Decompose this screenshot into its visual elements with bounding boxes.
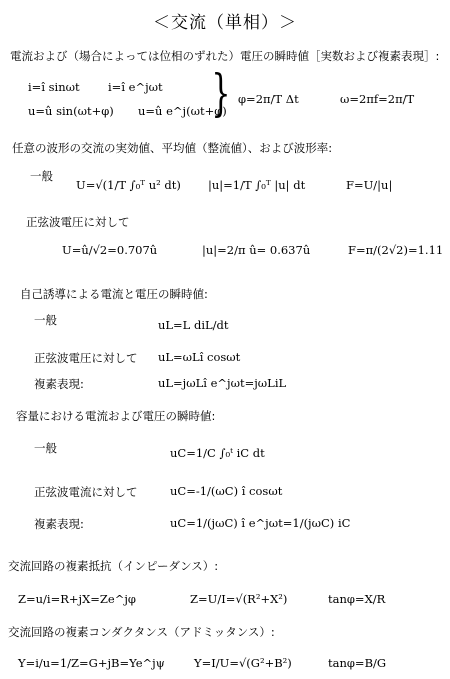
formula-inductor-general: uL=L diL/dt bbox=[158, 318, 229, 332]
formula-admittance: Y=i/u=1/Z=G+jB=Ye^jψ bbox=[18, 656, 165, 670]
sine-voltage-label: 正弦波電圧に対して bbox=[34, 351, 138, 365]
formula-admittance-magnitude: Y=I/U=√(G²+B²) bbox=[194, 656, 292, 670]
section-3-heading: 自己誘導による電流と電圧の瞬時値: bbox=[20, 287, 208, 301]
formula-form-factor-sine: F=π/(2√2)=1.11 bbox=[348, 243, 444, 257]
general-label: 一般 bbox=[34, 313, 57, 327]
section-5-heading: 交流回路の複素抵抗（インピーダンス）: bbox=[8, 559, 219, 573]
formula-u-real: u=û sin(ωt+φ) bbox=[28, 104, 114, 118]
formula-average-sine: |u|=2/π û= 0.637û bbox=[202, 243, 311, 257]
formula-admittance-angle: tanφ=B/G bbox=[328, 656, 387, 670]
sine-current-label: 正弦波電流に対して bbox=[34, 485, 138, 499]
formula-u-complex: u=û e^j(ωt+φ) bbox=[138, 104, 227, 118]
formula-capacitor-general: uC=1/C ∫₀ᵗ iC dt bbox=[170, 446, 265, 460]
general-label: 一般 bbox=[34, 441, 57, 455]
formula-capacitor-sine: uC=-1/(ωC) î cosωt bbox=[170, 484, 283, 498]
sine-voltage-label: 正弦波電圧に対して bbox=[26, 215, 130, 229]
formula-capacitor-complex: uC=1/(jωC) î e^jωt=1/(jωC) iC bbox=[170, 516, 351, 530]
formula-inductor-complex: uL=jωLî e^jωt=jωLiL bbox=[158, 376, 287, 390]
brace-symbol: } bbox=[211, 64, 231, 122]
page-title: ＜交流（単相）＞ bbox=[153, 13, 297, 33]
complex-label: 複素表現: bbox=[34, 377, 84, 391]
formula-phi: φ=2π/T Δt bbox=[238, 92, 299, 106]
formula-rms-sine: U=û/√2=0.707û bbox=[62, 243, 158, 257]
formula-rms-general: U=√(1/T ∫₀ᵀ u² dt) bbox=[76, 178, 181, 192]
formula-omega: ω=2πf=2π/T bbox=[340, 92, 415, 106]
formula-impedance-magnitude: Z=U/I=√(R²+X²) bbox=[190, 592, 288, 606]
complex-label: 複素表現: bbox=[34, 517, 84, 531]
section-2-heading: 任意の波形の交流の実効値、平均値（整流値）、および波形率: bbox=[12, 141, 333, 155]
formula-form-factor-general: F=U/|u| bbox=[346, 178, 393, 192]
formula-average-general: |u|=1/T ∫₀ᵀ |u| dt bbox=[208, 178, 306, 192]
section-4-heading: 容量における電流および電圧の瞬時値: bbox=[16, 409, 216, 423]
formula-impedance-angle: tanφ=X/R bbox=[328, 592, 386, 606]
formula-i-complex: i=î e^jωt bbox=[108, 80, 163, 94]
formula-i-real: i=î sinωt bbox=[28, 80, 80, 94]
general-label: 一般 bbox=[30, 169, 53, 183]
formula-inductor-sine: uL=ωLî cosωt bbox=[158, 350, 241, 364]
section-6-heading: 交流回路の複素コンダクタンス（アドミッタンス）: bbox=[8, 625, 275, 639]
section-1-heading: 電流および（場合によっては位相のずれた）電圧の瞬時値［実数および複素表現］: bbox=[10, 49, 440, 63]
formula-impedance: Z=u/i=R+jX=Ze^jφ bbox=[18, 592, 136, 606]
